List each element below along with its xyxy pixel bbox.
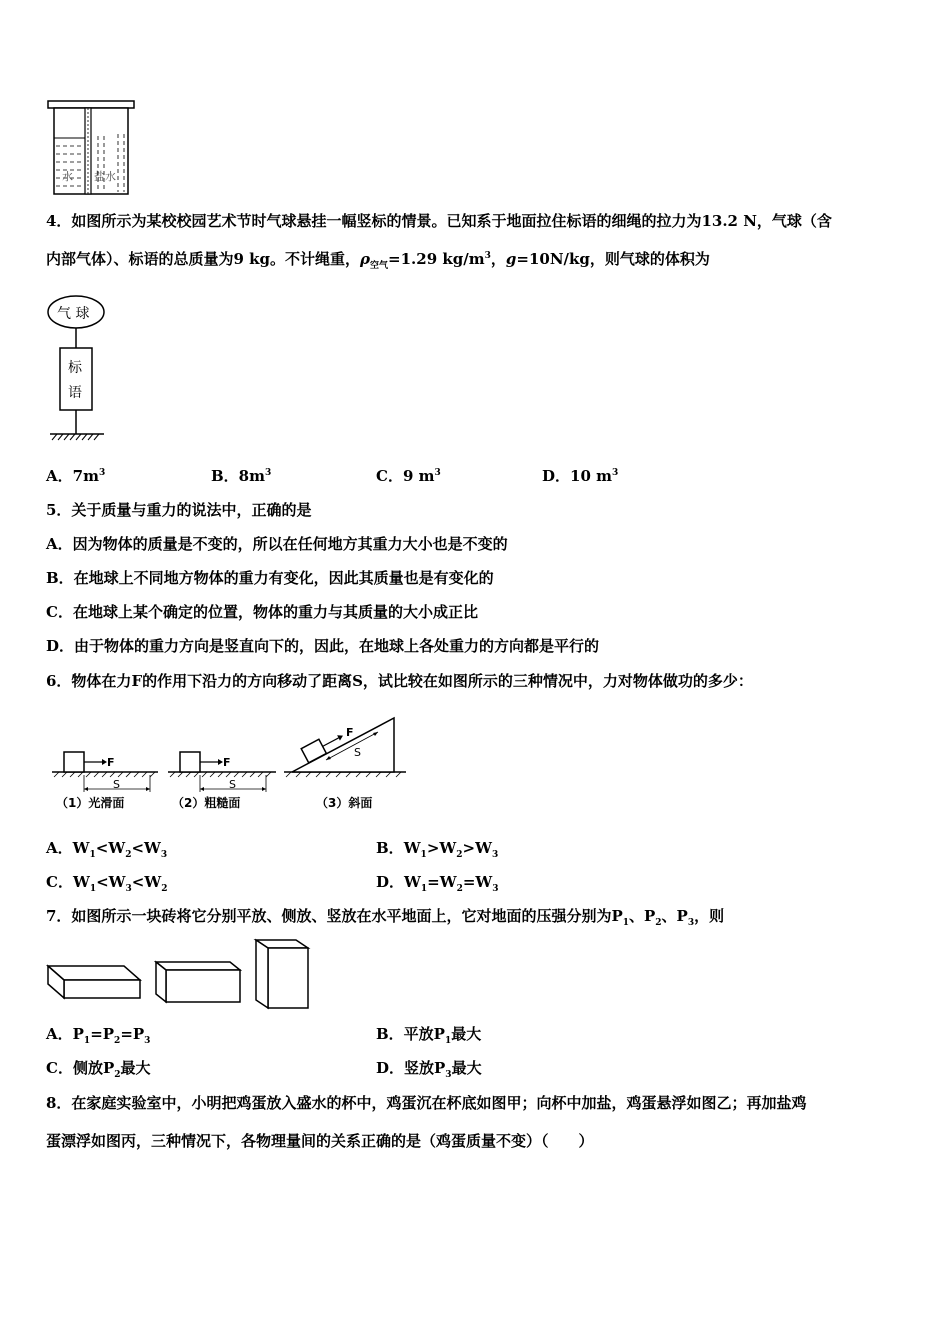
banner-char-2: 语 <box>68 385 82 401</box>
balloon-figure <box>44 294 114 444</box>
q5-stem: 5．关于质量与重力的说法中，正确的是 <box>46 501 312 519</box>
q6-option-c[interactable]: C．$W_1<W_3<W_2$ <box>46 873 168 894</box>
brick-upright <box>256 940 308 1008</box>
caption-rough: （2）粗糙面 <box>172 796 241 810</box>
distance-label-1: S <box>113 778 120 791</box>
q4-stem-line2: 内部气体）、标语的总质量为9 kg。不计绳重，$\rho_{空气}=1.29$ $kg/m^3$，g=10N/kg，则气球的体积为 <box>46 250 710 271</box>
q7-stem: 7．如图所示一块砖将它分别平放、侧放、竖放在水平地面上，它对地面的压强分别为$P_1$、$P_2$、$P_3$，则 <box>46 907 725 928</box>
force-label-1: F <box>107 756 115 769</box>
work-figure <box>50 712 410 812</box>
incline-diagram <box>284 718 406 810</box>
q7-option-d[interactable]: D．竖放$P_3$最大 <box>376 1059 482 1080</box>
caption-incline: （3）斜面 <box>316 796 373 810</box>
q5-option-a[interactable]: A．因为物体的质量是不变的，所以在任何地方其重力大小也是不变的 <box>46 535 508 553</box>
distance-label-2: S <box>229 778 236 791</box>
bricks-figure <box>44 936 314 1016</box>
q4-option-c[interactable]: C．9 $m^3$ <box>376 467 441 485</box>
q8-stem-line1: 8．在家庭实验室中，小明把鸡蛋放入盛水的杯中，鸡蛋沉在杯底如图甲；向杯中加盐，鸡蛋悬浮如图乙；再加盐鸡 <box>46 1094 807 1112</box>
caption-smooth: （1）光滑面 <box>56 796 125 810</box>
force-label-2: F <box>223 756 231 769</box>
distance-label-3: S <box>354 746 361 759</box>
beaker-left-label: 水 <box>62 170 73 183</box>
q7-option-b[interactable]: B．平放$P_1$最大 <box>376 1025 482 1046</box>
q6-option-a[interactable]: A．$W_1<W_2<W_3$ <box>46 839 168 860</box>
q6-option-b[interactable]: B．$W_1>W_2>W_3$ <box>376 839 499 860</box>
q7-option-c[interactable]: C．侧放$P_2$最大 <box>46 1059 151 1080</box>
balloon-label: 气 球 <box>57 306 90 322</box>
beaker-right-label: 盐水 <box>94 170 116 183</box>
q6-option-d[interactable]: D．$W_1=W_2=W_3$ <box>376 873 499 894</box>
force-label-3: F <box>346 726 354 739</box>
q6-stem: 6．物体在力F的作用下沿力的方向移动了距离S，试比较在如图所示的三种情况中，力对物体做功的多少： <box>46 672 753 690</box>
q8-stem-line2: 蛋漂浮如图丙，三种情况下，各物理量间的关系正确的是（鸡蛋质量不变）（ ） <box>46 1132 594 1150</box>
q5-option-c[interactable]: C．在地球上某个确定的位置，物体的重力与其质量的大小成正比 <box>46 603 478 621</box>
q5-option-d[interactable]: D．由于物体的重力方向是竖直向下的，因此，在地球上各处重力的方向都是平行的 <box>46 637 600 655</box>
q4-option-d[interactable]: D．10 $m^3$ <box>542 467 619 485</box>
brick-side <box>156 962 240 1002</box>
beaker-figure <box>46 98 138 198</box>
banner-char-1: 标 <box>68 360 82 376</box>
smooth-surface-diagram <box>52 752 158 810</box>
rough-surface-diagram <box>168 752 276 810</box>
q4-stem-line1: 4．如图所示为某校校园艺术节时气球悬挂一幅竖标的情景。已知系于地面拉住标语的细绳的拉力为13.2 N，气球（含 <box>46 212 832 230</box>
q4-option-a[interactable]: A．$7m^3$ <box>46 467 106 485</box>
q7-option-a[interactable]: A．$P_1=P_2=P_3$ <box>46 1025 151 1046</box>
brick-flat <box>48 966 140 998</box>
q5-option-b[interactable]: B．在地球上不同地方物体的重力有变化，因此其质量也是有变化的 <box>46 569 494 587</box>
q4-option-b[interactable]: B．$8m^3$ <box>211 467 272 485</box>
